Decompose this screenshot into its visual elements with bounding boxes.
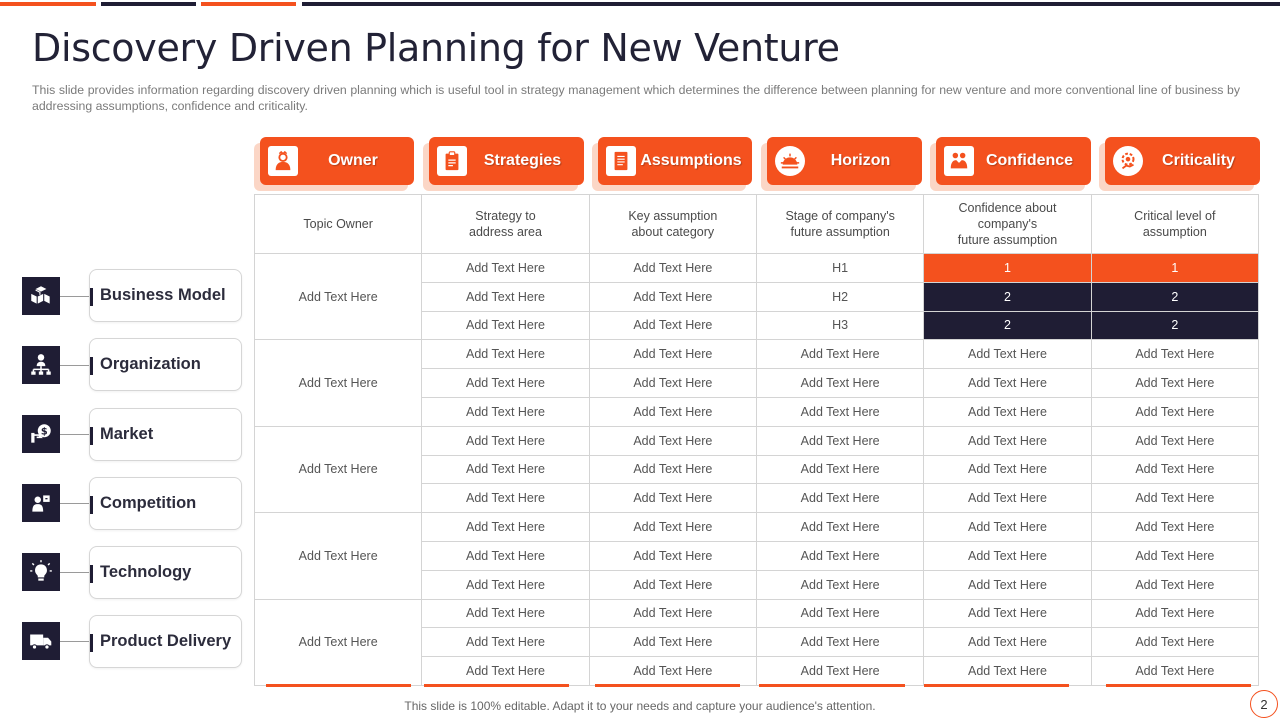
table-cell: Add Text Here: [756, 340, 923, 369]
owner-cell: Add Text Here: [255, 254, 422, 340]
table-cell: Add Text Here: [589, 369, 756, 398]
owner-cell: Add Text Here: [255, 599, 422, 685]
svg-text:$: $: [40, 426, 48, 438]
lightbulb-icon: [22, 553, 60, 591]
table-cell: Add Text Here: [589, 311, 756, 340]
header-horizon: [767, 137, 922, 185]
connector-line: [60, 503, 90, 504]
category-label: Organization: [100, 355, 201, 373]
document-icon: [606, 146, 636, 176]
column-underline: [924, 684, 1069, 687]
cubes-icon: [22, 277, 60, 315]
table-row: [255, 426, 1259, 455]
table-cell: H2: [756, 282, 923, 311]
table-cell: Add Text Here: [589, 254, 756, 283]
table-cell: Add Text Here: [756, 397, 923, 426]
table-subheader-row: [255, 195, 1259, 254]
table-cell: Add Text Here: [756, 541, 923, 570]
category-market: [89, 408, 242, 461]
table-cell: Add Text Here: [1091, 541, 1258, 570]
criticality-level-cell: 2: [1091, 311, 1258, 340]
category-label: Technology: [100, 563, 192, 581]
table-cell: Add Text Here: [589, 599, 756, 628]
gear-hand-icon: [1113, 146, 1143, 176]
category-label: Competition: [100, 494, 197, 512]
table-cell: Add Text Here: [422, 513, 589, 542]
table-cell: Add Text Here: [924, 599, 1091, 628]
table-cell: Add Text Here: [422, 628, 589, 657]
clipboard-icon: [437, 146, 467, 176]
owner-cell: Add Text Here: [255, 513, 422, 599]
table-cell: Add Text Here: [422, 599, 589, 628]
connector-line: [60, 296, 90, 297]
page-number: 2: [1250, 690, 1278, 718]
header-label: Strategies: [483, 152, 562, 169]
category-label: Product Delivery: [100, 632, 232, 650]
table-cell: Add Text Here: [1091, 369, 1258, 398]
table-cell: Add Text Here: [1091, 455, 1258, 484]
table-cell: Add Text Here: [589, 541, 756, 570]
table-cell: Add Text Here: [589, 484, 756, 513]
header-confidence: [936, 137, 1091, 185]
table-cell: Add Text Here: [589, 397, 756, 426]
connector-line: [60, 572, 90, 573]
top-accent-bar: [201, 2, 296, 6]
table-cell: Add Text Here: [422, 426, 589, 455]
table-cell: Add Text Here: [924, 340, 1091, 369]
column-underline: [1106, 684, 1251, 687]
header-label: Owner: [328, 152, 378, 169]
subheader-cell: Strategy to address area: [422, 195, 589, 254]
footer-note: This slide is 100% editable. Adapt it to your needs and capture your audience's attention.: [404, 699, 876, 713]
confidence-level-cell: 1: [924, 254, 1091, 283]
table-cell: Add Text Here: [756, 426, 923, 455]
table-cell: Add Text Here: [924, 628, 1091, 657]
subheader-cell: Stage of company's future assumption: [756, 195, 923, 254]
table-cell: Add Text Here: [756, 369, 923, 398]
table-cell: Add Text Here: [589, 455, 756, 484]
competition-icon: [22, 484, 60, 522]
table-cell: Add Text Here: [924, 484, 1091, 513]
table-cell: Add Text Here: [589, 570, 756, 599]
table-cell: Add Text Here: [1091, 570, 1258, 599]
criticality-level-cell: 2: [1091, 282, 1258, 311]
owner-cell: Add Text Here: [255, 426, 422, 512]
criticality-level-cell: 1: [1091, 254, 1258, 283]
table-cell: Add Text Here: [924, 570, 1091, 599]
subheader-cell: Key assumption about category: [589, 195, 756, 254]
table-cell: Add Text Here: [756, 484, 923, 513]
table-cell: Add Text Here: [422, 570, 589, 599]
header-label: Assumptions: [640, 152, 742, 169]
money-hand-icon: [22, 415, 60, 453]
table-cell: Add Text Here: [589, 340, 756, 369]
truck-icon: [22, 622, 60, 660]
table-cell: Add Text Here: [422, 455, 589, 484]
table-cell: Add Text Here: [924, 455, 1091, 484]
table-cell: Add Text Here: [422, 397, 589, 426]
table-cell: H3: [756, 311, 923, 340]
category-competition: [89, 477, 242, 530]
sunrise-icon: [775, 146, 805, 176]
org-chart-icon: [22, 346, 60, 384]
table-cell: H1: [756, 254, 923, 283]
top-accent-bar: [0, 2, 96, 6]
table-cell: Add Text Here: [422, 254, 589, 283]
table-cell: Add Text Here: [924, 426, 1091, 455]
table-cell: Add Text Here: [924, 657, 1091, 686]
owner-icon: [268, 146, 298, 176]
header-label: Confidence: [985, 152, 1074, 169]
table-cell: Add Text Here: [589, 513, 756, 542]
category-technology: [89, 546, 242, 599]
table-cell: Add Text Here: [1091, 599, 1258, 628]
category-business-model: [89, 269, 242, 322]
column-underline: [266, 684, 411, 687]
table-cell: Add Text Here: [1091, 484, 1258, 513]
table-cell: Add Text Here: [1091, 340, 1258, 369]
table-row: [255, 513, 1259, 542]
header-label: Horizon: [830, 152, 891, 169]
table-cell: Add Text Here: [422, 484, 589, 513]
table-cell: Add Text Here: [1091, 397, 1258, 426]
owner-cell: Add Text Here: [255, 340, 422, 426]
table-cell: Add Text Here: [422, 541, 589, 570]
planning-table: [254, 194, 1259, 686]
connector-line: [60, 641, 90, 642]
table-cell: Add Text Here: [422, 657, 589, 686]
table-cell: Add Text Here: [589, 426, 756, 455]
column-underline: [424, 684, 569, 687]
top-dark-bar: [302, 2, 1280, 6]
column-underline: [595, 684, 740, 687]
confidence-level-cell: 2: [924, 311, 1091, 340]
header-assumptions: [598, 137, 752, 185]
table-cell: Add Text Here: [1091, 426, 1258, 455]
table-cell: Add Text Here: [422, 369, 589, 398]
table-cell: Add Text Here: [924, 369, 1091, 398]
header-strategies: [429, 137, 584, 185]
table-row: [255, 599, 1259, 628]
category-label: Market: [100, 425, 154, 443]
table-cell: Add Text Here: [422, 282, 589, 311]
table-cell: Add Text Here: [589, 282, 756, 311]
table-cell: Add Text Here: [422, 340, 589, 369]
table-cell: Add Text Here: [1091, 513, 1258, 542]
table-row: [255, 254, 1259, 283]
table-cell: Add Text Here: [924, 541, 1091, 570]
connector-line: [60, 365, 90, 366]
table-cell: Add Text Here: [1091, 657, 1258, 686]
column-underline: [759, 684, 905, 687]
table-cell: Add Text Here: [589, 628, 756, 657]
slide-subtitle: This slide provides information regarding discovery driven planning which is useful tool in strategy management which determines the difference between planning for new venture and more conventional line of business by addressing assumptions, confidence and criticality.: [32, 83, 1240, 113]
top-dark-bar: [101, 2, 196, 6]
table-cell: Add Text Here: [756, 657, 923, 686]
subheader-cell: Critical level of assumption: [1091, 195, 1258, 254]
table-cell: Add Text Here: [422, 311, 589, 340]
header-label: Criticality: [1162, 152, 1235, 169]
category-label: Business Model: [100, 286, 226, 304]
category-product-delivery: [89, 615, 242, 668]
header-owner: [260, 137, 414, 185]
connector-line: [60, 434, 90, 435]
table-cell: Add Text Here: [924, 513, 1091, 542]
table-cell: Add Text Here: [589, 657, 756, 686]
table-cell: Add Text Here: [756, 599, 923, 628]
confidence-level-cell: 2: [924, 282, 1091, 311]
table-cell: Add Text Here: [1091, 628, 1258, 657]
table-cell: Add Text Here: [924, 397, 1091, 426]
handshake-icon: [944, 146, 974, 176]
subheader-cell: Confidence about company's future assumption: [924, 195, 1091, 254]
table-cell: Add Text Here: [756, 455, 923, 484]
table-row: [255, 340, 1259, 369]
table-cell: Add Text Here: [756, 570, 923, 599]
header-criticality: [1105, 137, 1260, 185]
table-cell: Add Text Here: [756, 628, 923, 657]
category-organization: [89, 338, 242, 391]
table-cell: Add Text Here: [756, 513, 923, 542]
subheader-cell: Topic Owner: [255, 195, 422, 254]
slide-title: Discovery Driven Planning for New Venture: [32, 26, 840, 70]
